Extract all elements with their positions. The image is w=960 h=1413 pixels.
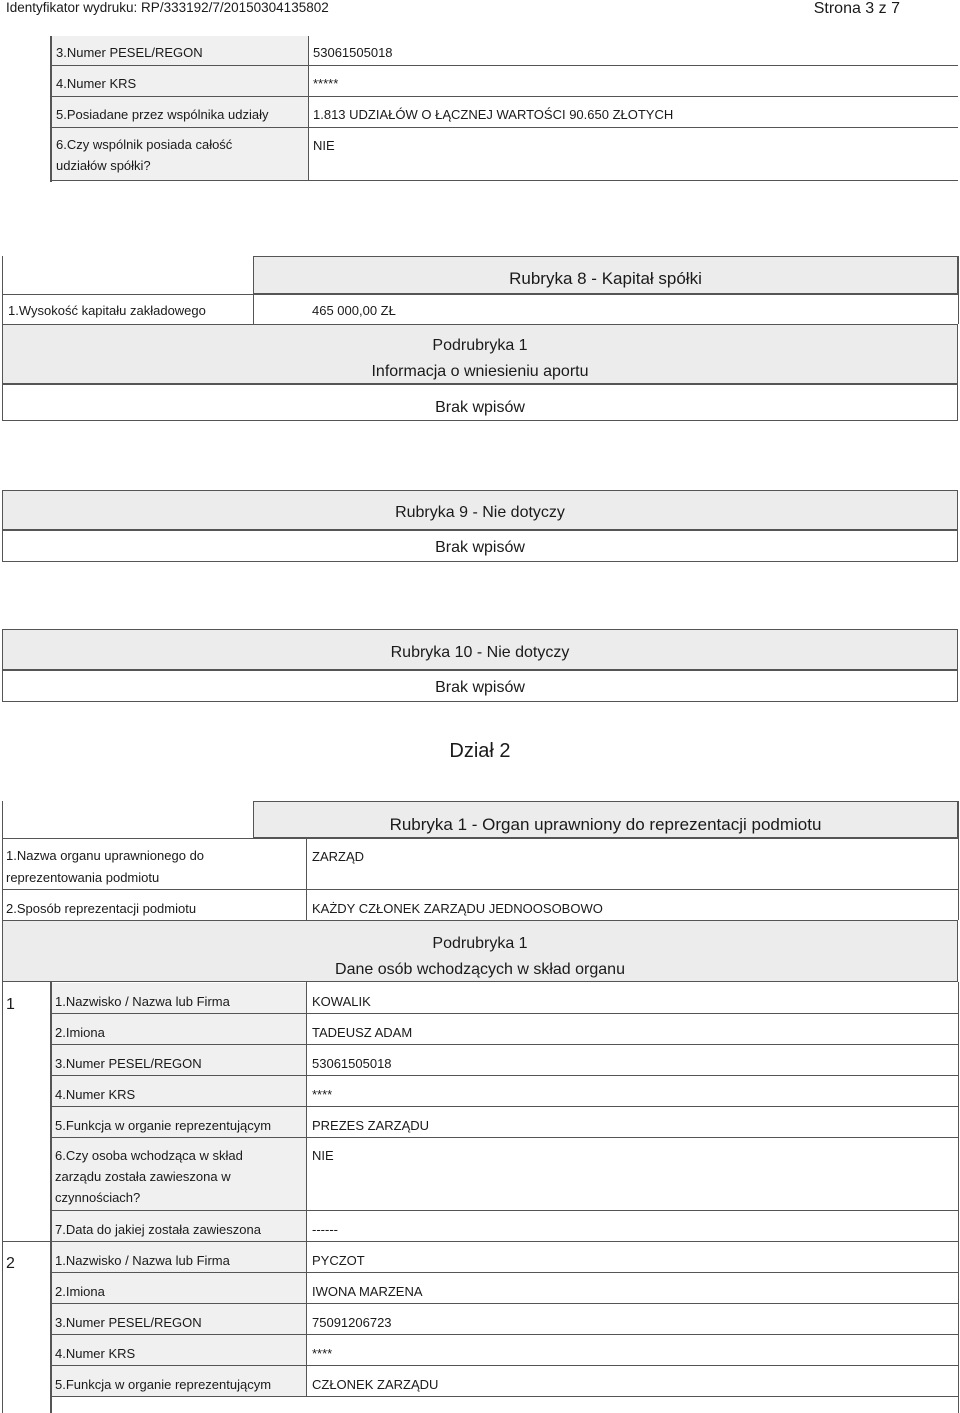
organ-header	[253, 801, 958, 838]
rubryka8-header	[253, 256, 958, 294]
krs-value: *****	[313, 76, 339, 91]
divider	[52, 1075, 958, 1076]
person1-surname-label: 1.Nazwisko / Nazwa lub Firma	[55, 994, 230, 1009]
divider	[52, 1396, 958, 1397]
divider	[52, 1365, 958, 1366]
organ-name-value: ZARZĄD	[312, 849, 364, 864]
shares-label: 5.Posiadane przez wspólnika udziały	[56, 107, 269, 122]
organ-sub-title: Podrubryka 1	[432, 935, 528, 952]
divider	[50, 65, 958, 66]
person2-function-label: 5.Funkcja w organie reprezentującym	[55, 1377, 272, 1392]
rubryka10-empty: Brak wpisów	[435, 679, 525, 696]
rubryka10-header	[2, 629, 958, 670]
person1-function: PREZES ZARZĄDU	[312, 1118, 430, 1133]
divider	[2, 294, 958, 295]
capital-value: 465 000,00 ZŁ	[312, 303, 396, 318]
organ-sub-subtitle: Dane osób wchodzących w skład organu	[335, 961, 625, 978]
person1-suspended-label-line1: 6.Czy osoba wchodząca w skład	[55, 1148, 243, 1163]
divider	[958, 982, 959, 1413]
divider	[306, 1241, 307, 1397]
divider	[253, 256, 254, 324]
organ-name-label-line2: reprezentowania podmiotu	[6, 870, 160, 885]
person2-surname-label: 1.Nazwisko / Nazwa lub Firma	[55, 1253, 230, 1268]
all-shares-label-line2: udziałów spółki?	[56, 158, 151, 173]
divider	[52, 1137, 958, 1138]
divider	[2, 838, 958, 839]
divider	[50, 127, 958, 128]
divider	[306, 838, 307, 920]
person2-names: IWONA MARZENA	[312, 1284, 423, 1299]
divider	[52, 1303, 958, 1304]
person2-names-label: 2.Imiona	[55, 1284, 105, 1299]
person1-suspended-date-label: 7.Data do jakiej została zawieszona	[55, 1222, 261, 1237]
shares-value: 1.813 UDZIAŁÓW O ŁĄCZNEJ WARTOŚCI 90.650 ZŁOTYCH	[313, 107, 674, 122]
person1-suspended-date: ------	[312, 1222, 338, 1237]
rubryka8-empty-box	[2, 384, 958, 421]
person2-krs-label: 4.Numer KRS	[55, 1346, 136, 1361]
divider	[2, 801, 3, 920]
person2-function: CZŁONEK ZARZĄDU	[312, 1377, 439, 1392]
rubryka10-title: Rubryka 10 - Nie dotyczy	[390, 644, 570, 661]
rubryka9-empty-box	[2, 530, 958, 562]
krs-label: 4.Numer KRS	[56, 76, 137, 91]
organ-sub-header	[2, 920, 958, 982]
person1-index: 1	[6, 996, 15, 1013]
dzial2-title: Dział 2	[449, 740, 511, 762]
rubryka10-empty-box	[2, 670, 958, 702]
divider	[958, 256, 959, 324]
person2-pesel: 75091206723	[312, 1315, 392, 1330]
organ-method-value: KAŻDY CZŁONEK ZARZĄDU JEDNOOSOBOWO	[312, 901, 603, 916]
divider	[2, 982, 3, 1413]
page-number: Strona 3 z 7	[813, 0, 900, 17]
rubryka9-header	[2, 490, 958, 530]
divider	[52, 1272, 958, 1273]
person1-surname: KOWALIK	[312, 994, 371, 1009]
person1-krs: ****	[312, 1087, 333, 1102]
rubryka8-sub-title: Podrubryka 1	[432, 337, 528, 354]
divider	[308, 36, 309, 180]
rubryka8-sub-header	[2, 324, 958, 384]
rubryka8-empty: Brak wpisów	[435, 399, 525, 416]
person1-function-label: 5.Funkcja w organie reprezentującym	[55, 1118, 272, 1133]
pesel-label: 3.Numer PESEL/REGON	[56, 45, 203, 60]
divider	[52, 1106, 958, 1107]
pesel-value: 53061505018	[313, 45, 393, 60]
divider	[50, 180, 958, 181]
shareholder-block	[50, 36, 958, 186]
divider	[52, 1334, 958, 1335]
organ-name-label-line1: 1.Nazwa organu uprawnionego do	[6, 848, 205, 863]
person2-krs: ****	[312, 1346, 333, 1361]
divider	[253, 801, 254, 838]
capital-label: 1.Wysokość kapitału zakładowego	[8, 303, 206, 318]
organ-method-label: 2.Sposób reprezentacji podmiotu	[6, 901, 197, 916]
rubryka8-title: Rubryka 8 - Kapitał spółki	[509, 269, 702, 288]
all-shares-value: NIE	[313, 138, 335, 153]
person1-names-label: 2.Imiona	[55, 1025, 105, 1040]
print-identifier: Identyfikator wydruku: RP/333192/7/20150304135802	[6, 0, 329, 15]
rubryka8-sub-subtitle: Informacja o wniesieniu aportu	[371, 363, 589, 380]
rubryka9-empty: Brak wpisów	[435, 539, 525, 556]
all-shares-label-line1: 6.Czy wspólnik posiada całość	[56, 137, 233, 152]
person1-suspended-label-line3: czynnościach?	[55, 1190, 141, 1205]
rubryka9-title: Rubryka 9 - Nie dotyczy	[395, 504, 565, 521]
divider	[52, 1044, 958, 1045]
divider	[2, 1241, 50, 1242]
person1-suspended-label-line2: zarządu została zawieszona w	[55, 1169, 231, 1184]
person1-pesel-label: 3.Numer PESEL/REGON	[55, 1056, 202, 1071]
person2-surname: PYCZOT	[312, 1253, 365, 1268]
divider	[50, 36, 52, 182]
person1-suspended: NIE	[312, 1148, 334, 1163]
divider	[52, 1013, 958, 1014]
divider	[306, 982, 307, 1241]
person2-pesel-label: 3.Numer PESEL/REGON	[55, 1315, 202, 1330]
divider	[958, 801, 959, 920]
person1-krs-label: 4.Numer KRS	[55, 1087, 136, 1102]
person1-names: TADEUSZ ADAM	[312, 1025, 413, 1040]
divider	[2, 889, 958, 890]
person2-index: 2	[6, 1255, 15, 1272]
organ-title: Rubryka 1 - Organ uprawniony do reprezentacji podmiotu	[389, 815, 822, 834]
person1-pesel: 53061505018	[312, 1056, 392, 1071]
divider	[50, 96, 958, 97]
divider	[52, 1210, 958, 1211]
divider	[2, 256, 3, 324]
